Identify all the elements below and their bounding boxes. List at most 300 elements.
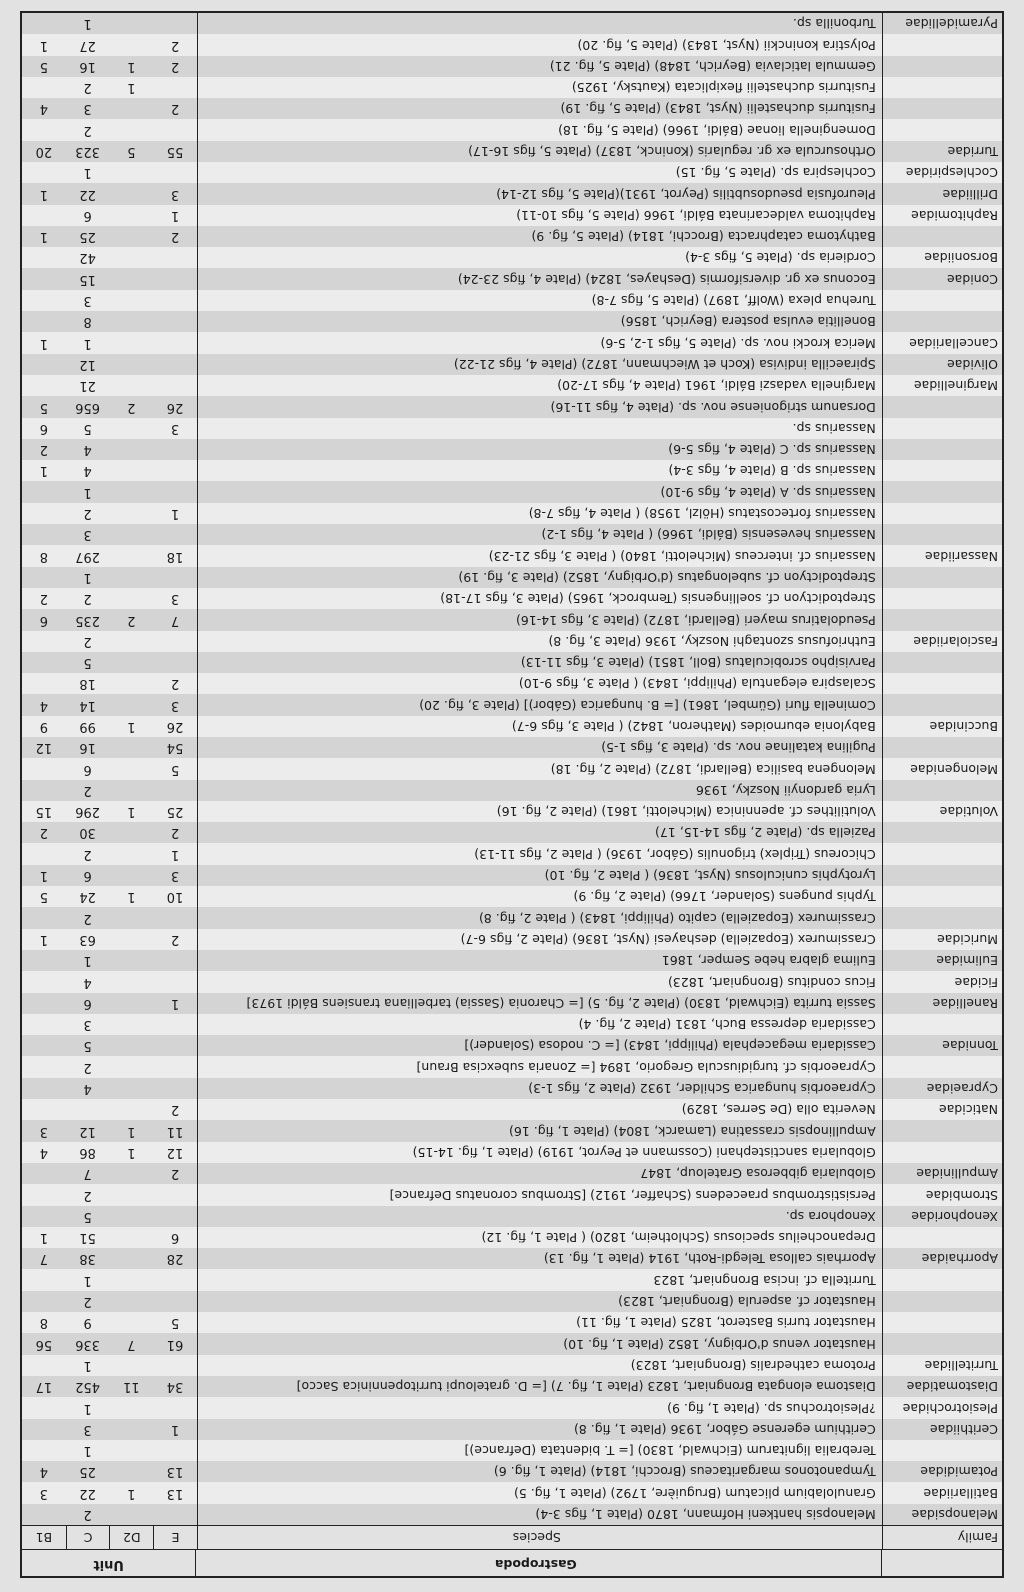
- family-cell: Turridae: [882, 141, 1002, 162]
- family-cell: [882, 418, 1002, 439]
- species-cell: Parvisipho scrobiculatus (Boll, 1851) (Plate 3, figs 11-13): [197, 652, 882, 673]
- count-c-cell: 452: [75, 1379, 100, 1395]
- count-c-cell: 2: [83, 1059, 92, 1075]
- count-c-cell: 2: [83, 846, 92, 862]
- count-b1-cell: 8: [39, 548, 48, 564]
- count-c-cell: 8: [83, 314, 92, 330]
- table-row: [22, 865, 1002, 886]
- count-b1-cell: 5: [39, 399, 48, 415]
- species-cell: Orthosurcula ex gr. regularis (Koninck, 1837) (Plate 5, figs 16-17): [197, 141, 882, 162]
- table-row: [22, 290, 1002, 311]
- count-c-cell: 6: [83, 761, 92, 777]
- count-b1-cell: 1: [39, 868, 48, 884]
- count-b1-cell: 2: [39, 442, 48, 458]
- species-cell: Terebralia lignitarum (Eichwald, 1830) [= T. bidentata (Defrance)]: [197, 1440, 882, 1461]
- count-e-cell: 3: [170, 591, 180, 607]
- count-e-cell: [153, 481, 197, 502]
- header-group-title: Gastropoda: [195, 1550, 881, 1576]
- table-row: [22, 1014, 1002, 1035]
- table-row: [22, 1142, 1002, 1163]
- count-e-cell: 2: [170, 931, 180, 947]
- count-d2-cell: [109, 950, 153, 971]
- family-cell: Cypraeidae: [882, 1078, 1002, 1099]
- species-cell: Fusiturris duchastelii flexiplicata (Kautsky, 1925): [197, 77, 882, 98]
- count-d2-cell: [109, 98, 153, 119]
- count-b1-cell: [22, 1206, 66, 1227]
- header-blank: [881, 1550, 1002, 1576]
- count-d2-cell: [109, 694, 153, 715]
- species-cell: Protoma cathedralis (Brongniart, 1823): [197, 1355, 882, 1376]
- species-cell: Nassarius fortecostatus (Hölzl, 1958) ( Plate 4, figs 7-8): [197, 503, 882, 524]
- species-cell: Lyria gardonyii Noszky, 1936: [197, 780, 882, 801]
- species-cell: Cerithium egerense Gábor, 1936 (Plate 1, fig. 8): [197, 1419, 882, 1440]
- header-unit-title: Unit: [93, 1557, 124, 1572]
- table-row: [22, 1355, 1002, 1376]
- count-d2-cell: 1: [127, 804, 136, 820]
- count-b1-cell: 4: [39, 697, 48, 713]
- count-d2-cell: [109, 1248, 153, 1269]
- count-e-cell: [153, 13, 197, 34]
- count-b1-cell: 5: [39, 889, 48, 905]
- count-c-cell: 336: [75, 1336, 100, 1352]
- count-c-cell: 5: [83, 420, 92, 436]
- count-d2-cell: [109, 865, 153, 886]
- count-e-cell: [153, 311, 197, 332]
- family-cell: [882, 503, 1002, 524]
- count-b1-cell: [22, 971, 66, 992]
- species-cell: Sassia turrita (Eichwald, 1830) (Plate 2, fig. 5) [= Charonia (Sassia) tarbelliana transiens Báldi 1973]: [197, 993, 882, 1014]
- count-e-cell: [153, 1184, 197, 1205]
- count-d2-cell: [109, 1419, 153, 1440]
- table-row: [22, 1078, 1002, 1099]
- count-c-cell: 1: [83, 16, 92, 32]
- species-cell: Pleurofusia pseudosubtilis (Peyrot, 1931)(Plate 5, figs 12-14): [197, 183, 882, 204]
- count-d2-cell: 1: [127, 80, 136, 96]
- family-cell: [882, 694, 1002, 715]
- count-b1-cell: [22, 311, 66, 332]
- table-row: [22, 311, 1002, 332]
- count-c-cell: 1: [83, 335, 92, 351]
- count-b1-cell: [22, 354, 66, 375]
- count-e-cell: [153, 524, 197, 545]
- species-cell: Gemmula laticlavia (Beyrich, 1848) (Plate 5, fig. 21): [197, 56, 882, 77]
- count-d2-cell: 2: [127, 399, 136, 415]
- family-cell: Turritellidae: [882, 1355, 1002, 1376]
- count-b1-cell: [22, 1291, 66, 1312]
- count-c-cell: 2: [83, 506, 92, 522]
- count-b1-cell: 7: [39, 1251, 48, 1267]
- count-e-cell: 1: [170, 995, 180, 1011]
- family-cell: [882, 1014, 1002, 1035]
- count-e-cell: [153, 1397, 197, 1418]
- count-e-cell: [153, 1355, 197, 1376]
- count-b1-cell: [22, 567, 66, 588]
- count-d2-cell: [109, 545, 153, 566]
- count-b1-cell: 1: [39, 931, 48, 947]
- family-cell: Aporrhaidae: [882, 1248, 1002, 1269]
- count-d2-cell: [109, 971, 153, 992]
- count-b1-cell: [22, 1184, 66, 1205]
- header-unit-d2: D2: [109, 1526, 153, 1549]
- family-cell: [882, 119, 1002, 140]
- header-species: Species: [197, 1526, 882, 1549]
- table-row: [22, 183, 1002, 204]
- species-cell: Cordieria sp. (Plate 5, figs 3-4): [197, 247, 882, 268]
- count-d2-cell: [109, 1312, 153, 1333]
- count-e-cell: 11: [166, 1123, 184, 1139]
- count-d2-cell: [109, 1078, 153, 1099]
- count-b1-cell: [22, 77, 66, 98]
- species-cell: Cassidaria megacephala (Philippi, 1843) [= C. nodosa (Solander)]: [197, 1035, 882, 1056]
- count-d2-cell: [109, 652, 153, 673]
- count-e-cell: [153, 1078, 197, 1099]
- header-unit-c: C: [66, 1526, 110, 1549]
- count-d2-cell: [109, 162, 153, 183]
- count-b1-cell: [22, 268, 66, 289]
- count-c-cell: 3: [83, 1421, 92, 1437]
- count-c-cell: 235: [75, 612, 100, 628]
- species-cell: Eulima glabra hebe Semper, 1861: [197, 950, 882, 971]
- count-d2-cell: 1: [127, 1123, 136, 1139]
- count-c-cell: 296: [75, 804, 100, 820]
- count-d2-cell: [109, 503, 153, 524]
- table-row: [22, 1227, 1002, 1248]
- species-cell: Haustator cf. asperula (Brongniart, 1823): [197, 1291, 882, 1312]
- family-cell: Raphitomidae: [882, 205, 1002, 226]
- count-c-cell: 297: [75, 548, 100, 564]
- family-cell: Nassariidae: [882, 545, 1002, 566]
- table-row: [22, 950, 1002, 971]
- species-cell: Polystira koninckii (Nyst, 1843) (Plate 5, fig. 20): [197, 34, 882, 55]
- count-e-cell: [153, 950, 197, 971]
- species-cell: Xenophora sp.: [197, 1206, 882, 1227]
- count-c-cell: 1: [83, 484, 92, 500]
- species-cell: Cassidaria depressa Buch, 1831 (Plate 2, fig. 4): [197, 1014, 882, 1035]
- count-e-cell: [153, 162, 197, 183]
- species-cell: Nassarius sp. B (Plate 4, figs 3-4): [197, 460, 882, 481]
- family-cell: [882, 226, 1002, 247]
- count-d2-cell: [109, 822, 153, 843]
- count-b1-cell: 2: [39, 591, 48, 607]
- table-row: [22, 354, 1002, 375]
- family-cell: Diastomatidae: [882, 1376, 1002, 1397]
- count-b1-cell: [22, 1078, 66, 1099]
- table-row: [22, 1333, 1002, 1354]
- count-b1-cell: [22, 780, 66, 801]
- count-e-cell: [153, 268, 197, 289]
- species-cell: Aporrhais callosa Telegdi-Roth, 1914 (Plate 1, fig. 13): [197, 1248, 882, 1269]
- count-b1-cell: [22, 993, 66, 1014]
- table-row: [22, 1397, 1002, 1418]
- count-e-cell: 13: [166, 1485, 184, 1501]
- species-cell: Crassimurex (Eopaziella) capito (Philippi, 1843) ( Plate 2, fig. 8): [197, 907, 882, 928]
- table-row: [22, 1461, 1002, 1482]
- table-row: [22, 780, 1002, 801]
- count-e-cell: [153, 375, 197, 396]
- count-b1-cell: 1: [39, 37, 48, 53]
- count-c-cell: 6: [83, 868, 92, 884]
- count-b1-cell: 12: [35, 740, 53, 756]
- count-c-cell: 5: [83, 1038, 92, 1054]
- count-d2-cell: [109, 1397, 153, 1418]
- count-b1-cell: 3: [39, 1485, 48, 1501]
- species-cell: Neverita olla (De Serres, 1829): [197, 1099, 882, 1120]
- table-row: [22, 907, 1002, 928]
- count-e-cell: 2: [170, 37, 180, 53]
- family-cell: [882, 907, 1002, 928]
- count-d2-cell: [109, 1269, 153, 1290]
- count-d2-cell: [109, 311, 153, 332]
- count-d2-cell: [109, 993, 153, 1014]
- count-b1-cell: [22, 758, 66, 779]
- count-d2-cell: [109, 13, 153, 34]
- header-unit-b1: B1: [35, 1530, 53, 1545]
- family-cell: [882, 1056, 1002, 1077]
- count-e-cell: [153, 1291, 197, 1312]
- family-cell: [882, 567, 1002, 588]
- species-cell: Dorsanum strigoniense nov. sp. (Plate 4, figs 11-16): [197, 396, 882, 417]
- table-row: [22, 1291, 1002, 1312]
- count-c-cell: 6: [83, 995, 92, 1011]
- count-c-cell: 25: [79, 229, 96, 245]
- family-cell: [882, 780, 1002, 801]
- family-cell: Pyramidellidae: [882, 13, 1002, 34]
- header-row-group: [22, 1549, 1002, 1576]
- table-row: [22, 1099, 1002, 1120]
- count-b1-cell: [22, 631, 66, 652]
- count-e-cell: [153, 354, 197, 375]
- family-cell: Potamididae: [882, 1461, 1002, 1482]
- count-c-cell: 12: [79, 356, 96, 372]
- count-e-cell: 3: [170, 697, 180, 713]
- species-cell: Paziella sp. (Plate 2, figs 14-15, 17): [197, 822, 882, 843]
- count-b1-cell: [22, 652, 66, 673]
- species-cell: Euthriofusus szontaghi Noszky, 1936 (Plate 3, fig. 8): [197, 631, 882, 652]
- count-d2-cell: 2: [127, 612, 136, 628]
- family-cell: Naticidae: [882, 1099, 1002, 1120]
- species-cell: Drepanocheilus speciosus (Schlotheim, 1820) ( Plate 1, fig. 12): [197, 1227, 882, 1248]
- family-cell: Tonnidae: [882, 1035, 1002, 1056]
- count-d2-cell: 11: [123, 1379, 140, 1395]
- count-b1-cell: 9: [39, 719, 48, 735]
- header-family: Family: [882, 1526, 1002, 1549]
- family-cell: [882, 822, 1002, 843]
- family-cell: [882, 1120, 1002, 1141]
- count-c-cell: 2: [83, 1187, 92, 1203]
- table-row: [22, 1269, 1002, 1290]
- family-cell: [882, 588, 1002, 609]
- table-row: [22, 652, 1002, 673]
- count-c-cell: 5: [83, 655, 92, 671]
- species-cell: Spiraecilla indivisa (Koch et Wiechmann, 1872) (Plate 4, figs 21-22): [197, 354, 882, 375]
- family-cell: [882, 396, 1002, 417]
- count-e-cell: [153, 119, 197, 140]
- count-b1-cell: 6: [39, 420, 48, 436]
- count-c-cell: 4: [83, 463, 92, 479]
- count-d2-cell: [109, 268, 153, 289]
- count-c-cell: 6: [83, 207, 92, 223]
- count-c-cell: 51: [79, 1230, 96, 1246]
- table-row: [22, 1248, 1002, 1269]
- family-cell: Melongenidae: [882, 758, 1002, 779]
- count-b1-cell: 17: [35, 1379, 53, 1395]
- count-c-cell: 1: [83, 165, 92, 181]
- count-b1-cell: 4: [39, 1464, 48, 1480]
- family-cell: Batillariidae: [882, 1482, 1002, 1503]
- count-c-cell: 2: [83, 1294, 92, 1310]
- count-c-cell: 3: [83, 1017, 92, 1033]
- table-row: [22, 226, 1002, 247]
- table-row: [22, 694, 1002, 715]
- family-cell: [882, 1142, 1002, 1163]
- count-e-cell: [153, 652, 197, 673]
- species-cell: Globularia sanctistephani (Cossmann et Peyrot, 1919) (Plate 1, fig. 14-15): [197, 1142, 882, 1163]
- count-b1-cell: [22, 1504, 66, 1525]
- count-e-cell: 10: [166, 889, 184, 905]
- count-e-cell: 1: [170, 506, 180, 522]
- count-e-cell: 54: [166, 740, 184, 756]
- count-d2-cell: [109, 481, 153, 502]
- table-row: [22, 247, 1002, 268]
- count-b1-cell: [22, 1163, 66, 1184]
- table-body: [22, 13, 1002, 1525]
- count-e-cell: [153, 1014, 197, 1035]
- family-cell: Eulimidae: [882, 950, 1002, 971]
- count-c-cell: 1: [83, 1357, 92, 1373]
- species-cell: Lyrotyphis cuniculosus (Nyst, 1836) ( Plate 2, fig. 10): [197, 865, 882, 886]
- count-d2-cell: [109, 567, 153, 588]
- family-cell: Xenophoridae: [882, 1206, 1002, 1227]
- table-row: [22, 119, 1002, 140]
- count-b1-cell: 1: [39, 1230, 48, 1246]
- count-e-cell: [153, 780, 197, 801]
- table-row: [22, 929, 1002, 950]
- family-cell: Drilliidae: [882, 183, 1002, 204]
- count-e-cell: 13: [166, 1464, 184, 1480]
- count-c-cell: 22: [79, 1485, 96, 1501]
- family-cell: [882, 1312, 1002, 1333]
- table-row: [22, 1440, 1002, 1461]
- table-row: [22, 1504, 1002, 1525]
- count-d2-cell: [109, 1461, 153, 1482]
- table-row: [22, 758, 1002, 779]
- count-b1-cell: 56: [35, 1336, 53, 1352]
- count-d2-cell: [109, 1355, 153, 1376]
- count-e-cell: 26: [166, 399, 184, 415]
- species-cell: Cypraeorbis cf. turgidiuscula Gregorio, 1894 [= Zonaria subexcisa Braun]: [197, 1056, 882, 1077]
- count-b1-cell: [22, 1056, 66, 1077]
- table-row: [22, 1056, 1002, 1077]
- count-e-cell: 3: [170, 420, 180, 436]
- family-cell: [882, 865, 1002, 886]
- table-row: [22, 98, 1002, 119]
- count-d2-cell: 1: [127, 58, 136, 74]
- family-cell: [882, 1333, 1002, 1354]
- count-e-cell: 18: [166, 548, 184, 564]
- table-row: [22, 886, 1002, 907]
- count-e-cell: 5: [170, 1315, 180, 1331]
- family-cell: [882, 1291, 1002, 1312]
- family-cell: Fasciolariidae: [882, 631, 1002, 652]
- count-b1-cell: [22, 1269, 66, 1290]
- count-e-cell: 25: [166, 804, 184, 820]
- table-row: [22, 716, 1002, 737]
- count-d2-cell: [109, 758, 153, 779]
- count-d2-cell: [109, 588, 153, 609]
- count-b1-cell: [22, 907, 66, 928]
- count-d2-cell: [109, 844, 153, 865]
- count-d2-cell: [109, 332, 153, 353]
- count-d2-cell: [109, 183, 153, 204]
- species-cell: Pseudolatirus mayeri (Bellardi, 1872) (Plate 3, figs 14-16): [197, 609, 882, 630]
- species-cell: Fusiturris duchastelii (Nyst, 1843) (Plate 5, fig. 19): [197, 98, 882, 119]
- count-b1-cell: [22, 1440, 66, 1461]
- count-b1-cell: 1: [39, 463, 48, 479]
- table-row: [22, 844, 1002, 865]
- species-table: [20, 11, 1004, 1578]
- count-e-cell: 7: [170, 612, 180, 628]
- count-e-cell: [153, 1206, 197, 1227]
- count-b1-cell: [22, 375, 66, 396]
- count-c-cell: 3: [83, 527, 92, 543]
- count-c-cell: 86: [79, 1144, 96, 1160]
- count-e-cell: [153, 971, 197, 992]
- count-d2-cell: [109, 1291, 153, 1312]
- count-d2-cell: [109, 418, 153, 439]
- count-d2-cell: [109, 907, 153, 928]
- count-b1-cell: [22, 1099, 66, 1120]
- count-d2-cell: [109, 290, 153, 311]
- count-c-cell: 22: [79, 186, 96, 202]
- count-e-cell: 2: [170, 825, 180, 841]
- species-cell: Haustator venus d'Orbigny, 1852 (Plate 1, fig. 10): [197, 1333, 882, 1354]
- count-d2-cell: 1: [127, 719, 136, 735]
- family-cell: [882, 737, 1002, 758]
- count-e-cell: [153, 631, 197, 652]
- table-row: [22, 13, 1002, 34]
- count-b1-cell: 8: [39, 1315, 48, 1331]
- count-d2-cell: 1: [127, 889, 136, 905]
- count-c-cell: 2: [83, 122, 92, 138]
- family-cell: [882, 886, 1002, 907]
- count-d2-cell: [109, 119, 153, 140]
- count-b1-cell: [22, 1355, 66, 1376]
- count-b1-cell: 6: [39, 612, 48, 628]
- table-row: [22, 439, 1002, 460]
- count-e-cell: 2: [170, 229, 180, 245]
- count-c-cell: 7: [83, 1166, 92, 1182]
- count-d2-cell: 1: [127, 1144, 136, 1160]
- table-row: [22, 1376, 1002, 1397]
- species-cell: Babylonia eburnoides (Matheron, 1842) ( Plate 3, figs 6-7): [197, 716, 882, 737]
- count-c-cell: 2: [83, 910, 92, 926]
- family-cell: Borsoniidae: [882, 247, 1002, 268]
- table-row: [22, 588, 1002, 609]
- count-e-cell: [153, 77, 197, 98]
- table-row: [22, 993, 1002, 1014]
- count-c-cell: 24: [79, 889, 96, 905]
- count-e-cell: [153, 247, 197, 268]
- count-e-cell: [153, 1440, 197, 1461]
- count-c-cell: 2: [83, 633, 92, 649]
- table-row: [22, 609, 1002, 630]
- count-e-cell: 1: [170, 846, 180, 862]
- table-row: [22, 1120, 1002, 1141]
- species-cell: Cypraeorbis hungarica Schilder, 1932 (Plate 2, figs 1-3): [197, 1078, 882, 1099]
- count-e-cell: 5: [170, 761, 180, 777]
- species-cell: Streptodictyon cf. subelongatus (d'Orbigny, 1852) (Plate 3, fig. 19): [197, 567, 882, 588]
- count-d2-cell: [109, 34, 153, 55]
